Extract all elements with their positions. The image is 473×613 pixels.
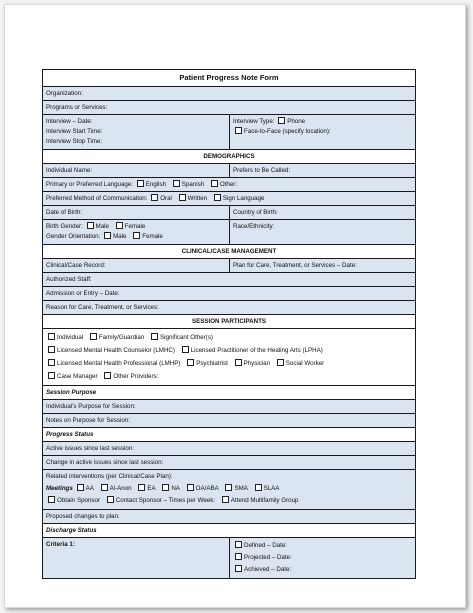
criteria-1-field[interactable]: Criteria 1: xyxy=(46,541,75,548)
record-row xyxy=(43,258,415,272)
notes-purpose-field[interactable]: Notes on Purpose for Session: xyxy=(46,417,130,424)
reason-field[interactable]: Reason for Care, Treatment, or Services: xyxy=(46,304,159,311)
ea-checkbox[interactable] xyxy=(138,484,145,491)
sign-language-checkbox[interactable] xyxy=(214,194,221,201)
orientation-female-label: Female xyxy=(142,233,163,240)
significant-checkbox[interactable] xyxy=(151,333,158,340)
social-worker-label: Social Worker xyxy=(285,360,325,367)
interview-date-field[interactable]: Interview – Date: xyxy=(46,118,93,125)
english-checkbox[interactable] xyxy=(137,180,144,187)
interventions-cell xyxy=(43,470,415,509)
psychiatrist-checkbox[interactable] xyxy=(187,359,194,366)
physician-label: Physician xyxy=(243,360,271,367)
progress-status-heading: Progress Status xyxy=(46,431,94,438)
individual-purpose-field[interactable]: Individual’s Purpose for Session: xyxy=(46,403,136,410)
gender-row xyxy=(43,219,415,244)
related-interventions-label: Related interventions (per Clinical/Case Plan): xyxy=(46,473,173,480)
oral-checkbox[interactable] xyxy=(151,194,158,201)
achieved-checkbox[interactable] xyxy=(235,565,242,572)
proposed-row[interactable] xyxy=(43,509,415,523)
other-language-checkbox[interactable] xyxy=(211,180,218,187)
clinical-record-field[interactable]: Clinical/Case Record: xyxy=(46,262,106,269)
interview-stop-field[interactable]: Interview Stop Time: xyxy=(46,138,103,145)
form-title-row xyxy=(43,70,415,86)
dob-field[interactable]: Date of Birth: xyxy=(46,209,83,216)
lmhc-checkbox[interactable] xyxy=(48,346,55,353)
notes-purpose-row[interactable] xyxy=(43,413,415,427)
discharge-status-header-row xyxy=(43,523,415,537)
multifamily-label: Attend Multifamily Group xyxy=(230,497,299,504)
language-cell xyxy=(43,178,415,191)
na-label: NA xyxy=(171,485,180,492)
ea-label: EA xyxy=(147,485,156,492)
phone-checkbox[interactable] xyxy=(278,117,285,124)
communication-cell xyxy=(43,192,415,205)
face-to-face-checkbox[interactable] xyxy=(235,127,242,134)
organization-field[interactable]: Organization: xyxy=(46,90,83,97)
meetings-label: Meetings xyxy=(46,485,73,492)
interview-start-field[interactable]: Interview Start Time: xyxy=(46,128,103,135)
significant-label: Significant Other(s) xyxy=(160,334,213,341)
progress-status-header-row xyxy=(43,427,415,441)
aa-label: AA xyxy=(85,485,94,492)
contact-sponsor-label: Contact Sponsor – Times per Week: xyxy=(115,497,216,504)
interview-row xyxy=(43,114,415,149)
achieved-label: Achieved – Date: xyxy=(244,566,292,573)
multifamily-checkbox[interactable] xyxy=(222,496,229,503)
face-to-face-label: Face-to-Face (specify location): xyxy=(244,128,331,135)
written-checkbox[interactable] xyxy=(179,194,186,201)
participants-row xyxy=(43,328,415,385)
orientation-male-label: Male xyxy=(113,233,127,240)
language-row xyxy=(43,177,415,191)
defined-label: Defined – Date: xyxy=(244,542,287,549)
projected-label: Projected – Date: xyxy=(244,554,292,561)
active-issues-row[interactable] xyxy=(43,441,415,455)
session-purpose-header-row xyxy=(43,385,415,399)
sma-label: SMA xyxy=(234,485,248,492)
physician-checkbox[interactable] xyxy=(235,359,242,366)
authorized-row[interactable] xyxy=(43,272,415,286)
authorized-staff-field[interactable]: Authorized Staff: xyxy=(46,276,92,283)
birth-female-checkbox[interactable] xyxy=(116,222,123,229)
clinical-header-row xyxy=(43,244,415,258)
demographics-heading: DEMOGRAPHICS xyxy=(203,153,255,160)
spanish-label: Spanish xyxy=(181,181,205,188)
interventions-row xyxy=(43,469,415,509)
alanon-checkbox[interactable] xyxy=(101,484,108,491)
phone-label: Phone xyxy=(287,118,306,125)
oa-aba-checkbox[interactable] xyxy=(187,484,194,491)
psychiatrist-label: Psychiatrist xyxy=(196,360,228,367)
individual-label: Individual xyxy=(57,334,84,341)
prefers-field[interactable]: Prefers to Be Called: xyxy=(229,164,415,177)
slaa-label: SLAA xyxy=(263,485,280,492)
sign-language-label: Sign Language xyxy=(222,195,265,202)
birth-male-label: Male xyxy=(95,223,109,230)
lmhc-label: Licensed Mental Health Counselor (LMHC) xyxy=(57,347,175,354)
gender-orientation-label: Gender Orientation: xyxy=(46,233,101,240)
slaa-checkbox[interactable] xyxy=(255,484,262,491)
english-label: English xyxy=(145,181,167,188)
orientation-male-checkbox[interactable] xyxy=(104,232,111,239)
na-checkbox[interactable] xyxy=(162,484,169,491)
individual-purpose-row[interactable] xyxy=(43,399,415,413)
spanish-checkbox[interactable] xyxy=(173,180,180,187)
criteria-dates-cell xyxy=(229,538,415,578)
change-issues-row[interactable] xyxy=(43,455,415,469)
individual-checkbox[interactable] xyxy=(48,333,55,340)
document-page xyxy=(4,4,466,608)
interview-type-cell xyxy=(229,115,415,149)
organization-row[interactable] xyxy=(43,86,415,100)
sma-checkbox[interactable] xyxy=(225,484,232,491)
lmhp-label: Licensed Mental Health Professional (LMHP) xyxy=(57,360,181,367)
written-label: Written xyxy=(187,195,208,202)
interview-type-label: Interview Type: xyxy=(233,118,275,125)
name-row xyxy=(43,163,415,177)
admission-date-field[interactable]: Admission or Entry – Date: xyxy=(46,290,120,297)
birth-gender-label: Birth Gender: xyxy=(46,223,83,230)
admission-row[interactable] xyxy=(43,286,415,300)
session-purpose-heading: Session Purpose xyxy=(46,389,97,396)
contact-sponsor-checkbox[interactable] xyxy=(107,496,114,503)
birth-male-checkbox[interactable] xyxy=(87,222,94,229)
other-language-label: Other: xyxy=(219,181,238,188)
lpha-label: Licensed Practitioner of the Healing Arts (LPHA) xyxy=(190,347,323,354)
language-label: Primary or Preferred Language: xyxy=(46,181,134,188)
obtain-sponsor-label: Obtain Sponsor xyxy=(57,497,100,504)
orientation-female-checkbox[interactable] xyxy=(133,232,140,239)
birth-female-label: Female xyxy=(124,223,146,230)
case-manager-checkbox[interactable] xyxy=(48,372,55,379)
participants-cell xyxy=(43,329,415,385)
participants-header-row xyxy=(43,314,415,328)
reason-row[interactable] xyxy=(43,300,415,314)
active-issues-field[interactable]: Active issues since last session: xyxy=(46,445,135,452)
obtain-sponsor-checkbox[interactable] xyxy=(48,496,55,503)
other-providers-label: Other Providers: xyxy=(113,373,159,380)
form-title: Patient Progress Note Form xyxy=(179,73,279,82)
projected-checkbox[interactable] xyxy=(235,553,242,560)
birth-row xyxy=(43,205,415,219)
oral-label: Oral xyxy=(160,195,172,202)
progress-note-form xyxy=(42,69,416,579)
programs-field[interactable]: Programs or Services: xyxy=(46,104,108,111)
interview-times-cell xyxy=(43,115,229,149)
country-field[interactable]: Country of Birth: xyxy=(229,206,415,219)
aa-checkbox[interactable] xyxy=(77,484,84,491)
race-field[interactable]: Race/Ethnicity: xyxy=(229,220,415,244)
change-issues-field[interactable]: Change in active issues since last session: xyxy=(46,459,164,466)
family-label: Family/Guardian xyxy=(98,334,145,341)
other-providers-checkbox[interactable] xyxy=(104,372,111,379)
case-manager-label: Case Manager xyxy=(57,373,98,380)
communication-row xyxy=(43,191,415,205)
participants-heading: SESSION PARTICIPANTS xyxy=(191,318,267,325)
individual-name-field[interactable]: Individual Name: xyxy=(46,167,93,174)
programs-row[interactable] xyxy=(43,100,415,114)
demographics-header-row xyxy=(43,149,415,163)
discharge-status-heading: Discharge Status xyxy=(46,527,97,534)
family-checkbox[interactable] xyxy=(90,333,97,340)
social-worker-checkbox[interactable] xyxy=(277,359,284,366)
lmhp-checkbox[interactable] xyxy=(48,359,55,366)
alanon-label: Al-Anon xyxy=(109,485,132,492)
criteria-row xyxy=(43,537,415,578)
communication-label: Preferred Method of Communication: xyxy=(46,195,148,202)
clinical-heading: CLINICAL/CASE MANAGEMENT xyxy=(181,248,277,255)
defined-checkbox[interactable] xyxy=(235,541,242,548)
plan-date-field[interactable]: Plan for Care, Treatment, or Services – Date: xyxy=(229,259,415,272)
gender-cell xyxy=(43,220,229,244)
lpha-checkbox[interactable] xyxy=(182,346,189,353)
oa-aba-label: OA/ABA xyxy=(195,485,219,492)
proposed-changes-field[interactable]: Proposed changes to plan: xyxy=(46,513,120,520)
